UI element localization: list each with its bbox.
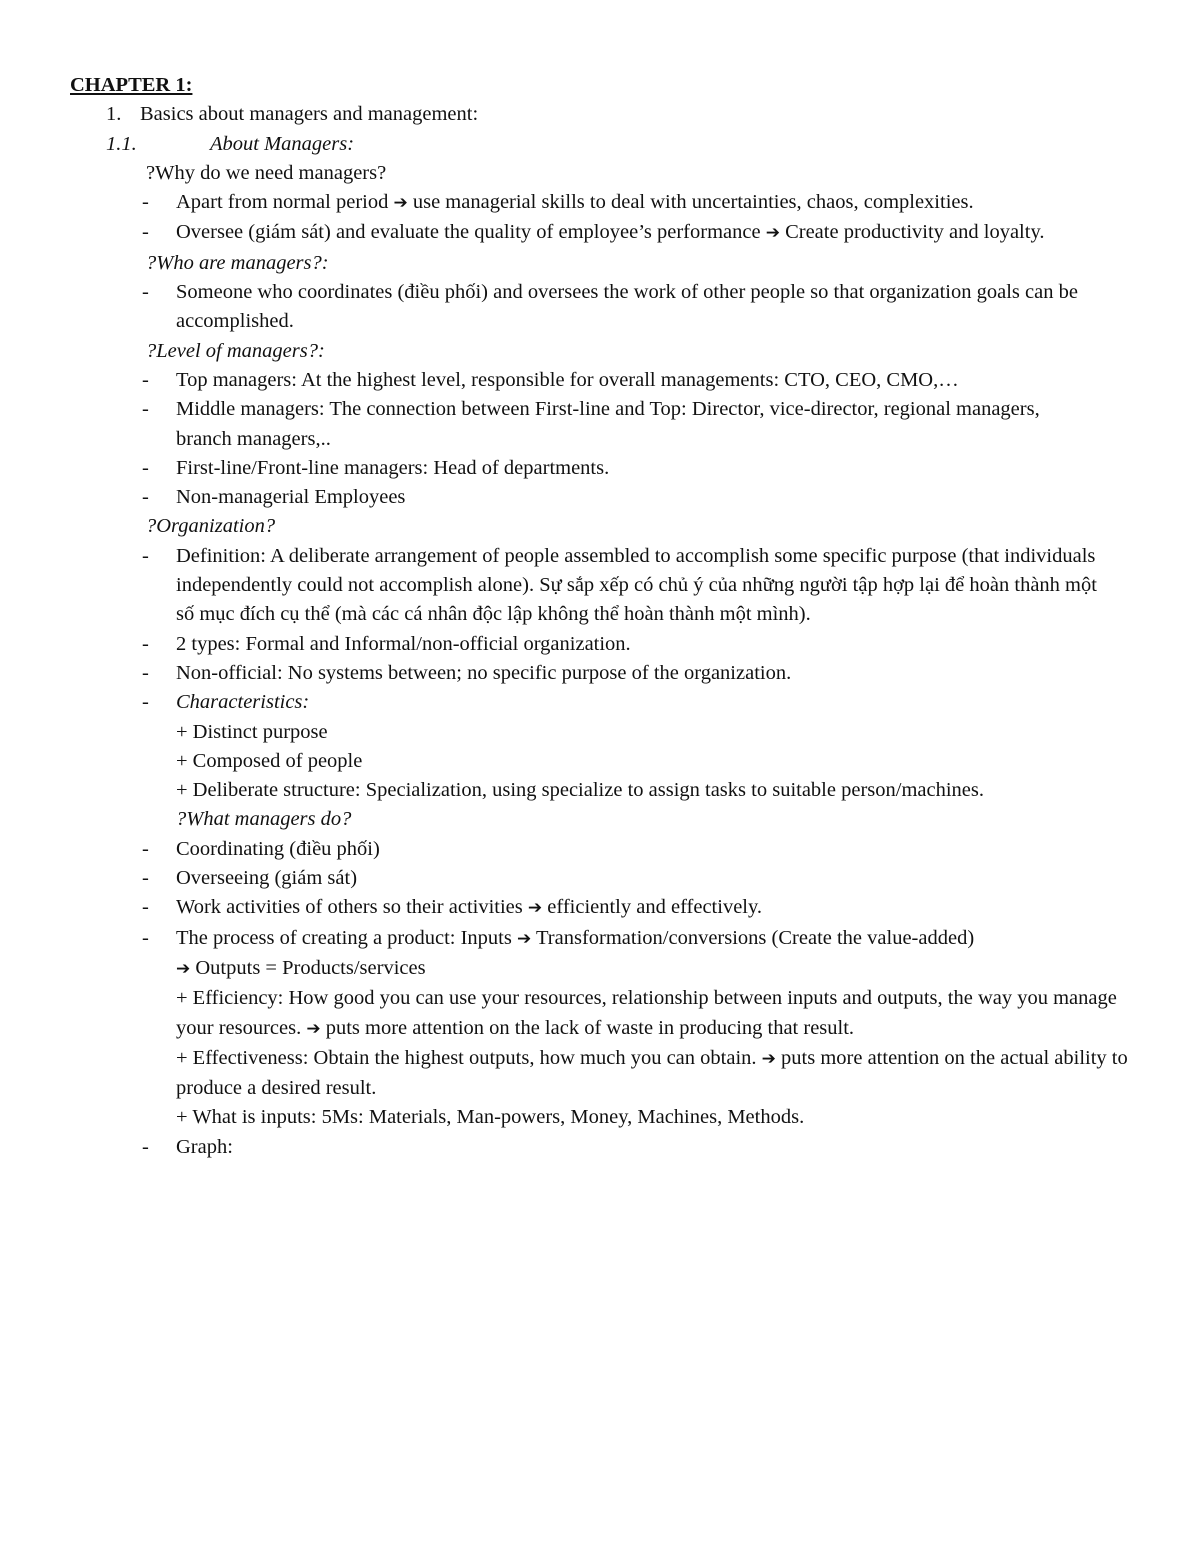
bullet-text: Middle managers: The connection between First-line and Top: Director, vice-director, regional managers, branch managers,.. — [176, 398, 1040, 450]
arrow-icon: ➔ — [393, 193, 408, 214]
list-item — [70, 395, 1140, 454]
list-item — [70, 864, 1140, 893]
list-item — [70, 366, 1140, 395]
dash-bullet: - — [142, 221, 149, 244]
graph-label: Graph: — [176, 1135, 233, 1158]
effectiveness-item — [70, 1044, 1140, 1104]
subsection-title: About Managers: — [210, 132, 355, 155]
bullet-text: use managerial skills to deal with uncertainties, chaos, complexities. — [412, 191, 974, 214]
efficiency-item — [70, 984, 1140, 1044]
bullet-text: Work activities of others so their activities — [176, 896, 523, 919]
list-item — [70, 188, 1140, 218]
section-heading — [70, 100, 1140, 129]
dash-bullet: - — [142, 456, 149, 479]
dash-bullet: - — [142, 632, 149, 655]
list-item — [70, 688, 1140, 717]
question-level-managers: ?Level of managers?: — [146, 339, 325, 362]
effectiveness-text: puts more attention on the actual ability to produce a desired result. — [176, 1046, 1128, 1100]
bullet-text: Oversee (giám sát) and evaluate the quality of employee’s performance — [176, 221, 761, 244]
list-item — [70, 278, 1140, 337]
bullet-text: Coordinating (điều phối) — [176, 837, 380, 860]
list-item — [70, 630, 1140, 659]
bullet-text: Non-managerial Employees — [176, 486, 406, 509]
section-title: Basics about managers and management: — [140, 103, 479, 126]
dash-bullet: - — [142, 691, 149, 714]
bullet-text: Top managers: At the highest level, responsible for overall managements: CTO, CEO, CMO,… — [176, 368, 959, 391]
dash-bullet: - — [142, 544, 149, 567]
arrow-icon: ➔ — [306, 1018, 321, 1039]
dash-bullet: - — [142, 281, 149, 304]
question-what-managers-do: ?What managers do? — [176, 808, 352, 831]
chapter-heading: CHAPTER 1: — [70, 74, 193, 96]
inputs-item: + What is inputs: 5Ms: Materials, Man-powers, Money, Machines, Methods. — [176, 1106, 805, 1129]
dash-bullet: - — [142, 926, 149, 949]
list-item — [70, 542, 1140, 630]
list-item — [70, 835, 1140, 864]
arrow-icon: ➔ — [761, 1048, 776, 1069]
dash-bullet: - — [142, 1135, 149, 1158]
arrow-icon: ➔ — [516, 928, 532, 949]
dash-bullet: - — [142, 661, 149, 684]
dash-bullet: - — [142, 837, 149, 860]
section-number: 1. — [106, 103, 122, 126]
bullet-text: First-line/Front-line managers: Head of departments. — [176, 456, 610, 479]
arrow-icon: ➔ — [527, 898, 543, 919]
list-item — [70, 924, 1140, 985]
dash-bullet: - — [142, 896, 149, 919]
bullet-text: Outputs = Products/services — [195, 956, 426, 979]
subsection-number: 1.1. — [106, 132, 137, 155]
characteristic-item: + Composed of people — [176, 749, 363, 772]
question-organization: ?Organization? — [146, 515, 276, 538]
bullet-text: Overseeing (giám sát) — [176, 867, 358, 890]
arrow-icon: ➔ — [765, 223, 780, 244]
dash-bullet: - — [142, 368, 149, 391]
bullet-text: Transformation/conversions (Create the value-added) — [536, 926, 975, 949]
bullet-text: efficiently and effectively. — [547, 896, 763, 919]
bullet-text: Create productivity and loyalty. — [785, 221, 1045, 244]
question-who-managers: ?Who are managers?: — [146, 251, 329, 274]
dash-bullet: - — [142, 398, 149, 421]
bullet-text: 2 types: Formal and Informal/non-official organization. — [176, 632, 631, 655]
dash-bullet: - — [142, 191, 149, 214]
list-item — [70, 659, 1140, 688]
document-body — [70, 71, 1140, 1162]
characteristic-item: + Deliberate structure: Specialization, using specialize to assign tasks to suitable person/machines. — [176, 779, 984, 802]
list-item — [70, 454, 1140, 483]
dash-bullet: - — [142, 486, 149, 509]
dash-bullet: - — [142, 867, 149, 890]
list-item — [70, 893, 1140, 923]
list-item — [70, 218, 1140, 248]
characteristic-item: + Distinct purpose — [176, 720, 328, 743]
effectiveness-text: + Effectiveness: Obtain the highest outputs, how much you can obtain. — [176, 1046, 757, 1069]
bullet-text: Apart from normal period — [176, 191, 389, 214]
arrow-icon: ➔ — [176, 958, 191, 979]
efficiency-text: + Efficiency: How good you can use your resources, relationship between inputs and outputs, the way you manage your resources. — [176, 987, 1117, 1039]
efficiency-text: puts more attention on the lack of waste in producing that result. — [325, 1016, 855, 1039]
question-why-managers: ?Why do we need managers? — [146, 161, 387, 184]
list-item — [70, 1133, 1140, 1162]
bullet-text: Definition: A deliberate arrangement of people assembled to accomplish some specific purpose (that individuals independently could not accomplish alone). Sự sắp xếp có chủ ý của những người tập hợp lại để hoàn thành một số mục đích cụ thể (mà các cá nhân độc lập không thể hoàn thành một mình). — [176, 544, 1097, 626]
bullet-text: The process of creating a product: Inputs — [176, 926, 512, 949]
characteristics-label: Characteristics: — [176, 691, 310, 714]
subsection-heading — [70, 130, 1140, 159]
list-item — [70, 483, 1140, 512]
bullet-text: Non-official: No systems between; no specific purpose of the organization. — [176, 661, 792, 684]
bullet-text: Someone who coordinates (điều phối) and oversees the work of other people so that organization goals can be accomplished. — [176, 281, 1078, 333]
